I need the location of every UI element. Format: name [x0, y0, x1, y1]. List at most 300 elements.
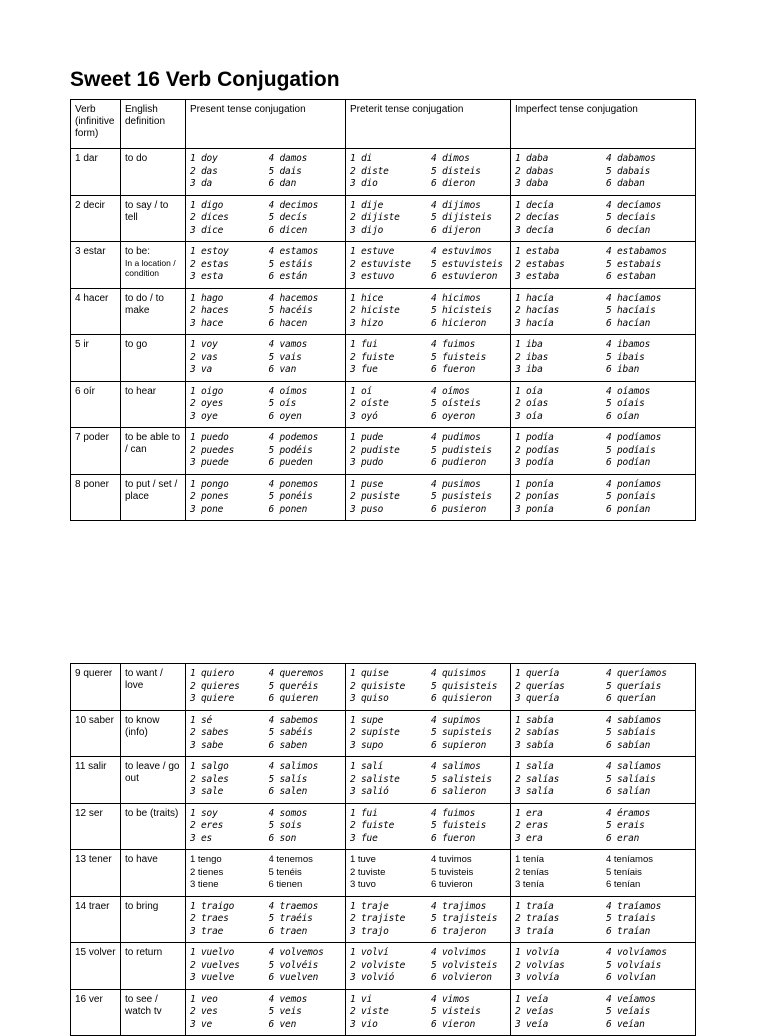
conjugation-form: 4 tuvimos [431, 854, 472, 865]
conjugation-form: 2 sabes [190, 727, 229, 738]
conjugation-form: 4 trajimos [431, 900, 487, 912]
present-forms [190, 854, 341, 892]
conjugation-form: 5 hacéis [268, 305, 313, 316]
conjugation-form: 3 decía [515, 224, 554, 236]
conjugation-form: 6 salían [606, 786, 651, 797]
conjugation-form: 3 es [190, 832, 213, 844]
conjugation-form: 3 tiene [190, 879, 219, 890]
verb-row [71, 474, 696, 521]
present-cell [186, 757, 346, 804]
conjugation-form: 6 dan [268, 178, 297, 189]
conjugation-form: 2 traes [190, 913, 229, 924]
conjugation-form: 5 estuvisteis [431, 258, 503, 270]
conjugation-form: 3 estuvo [350, 271, 395, 282]
conjugation-form: 3 podía [515, 457, 554, 468]
conjugation-form: 2 volviste [350, 959, 406, 971]
conjugation-form: 2 vas [190, 351, 218, 363]
english-definition-cell [121, 195, 186, 242]
conjugation-form: 6 quisieron [431, 693, 492, 704]
imperfect-cell [511, 242, 696, 289]
conjugation-form: 5 estabais [606, 258, 662, 270]
conjugation-form: 4 veíamos [606, 993, 656, 1005]
conjugation-form: 6 traían [606, 925, 651, 937]
conjugation-form: 4 traemos [268, 900, 319, 912]
conjugation-form: 4 estabamos [606, 246, 667, 257]
preterit-forms [350, 153, 506, 191]
conjugation-form: 1 hacía [515, 292, 554, 304]
verb-row [71, 288, 696, 335]
conjugation-form: 5 tuvisteis [431, 866, 474, 878]
english-definition-cell [121, 474, 186, 521]
conjugation-form: 6 tuvieron [431, 879, 473, 890]
preterit-cell [346, 149, 511, 196]
conjugation-form: 3 sale [190, 786, 224, 797]
conjugation-form: 4 volvíamos [606, 947, 667, 958]
conjugation-form: 1 decía [515, 199, 554, 211]
conjugation-form: 6 estuvieron [431, 271, 498, 282]
conjugation-form: 6 dijeron [431, 224, 481, 236]
conjugation-form: 1 volví [350, 947, 389, 958]
conjugation-form: 1 sabía [515, 714, 554, 726]
conjugation-form: 6 iban [606, 364, 640, 375]
conjugation-form: 4 hacemos [268, 292, 319, 304]
verb-row [71, 428, 696, 475]
conjugation-form: 3 trajo [350, 925, 389, 937]
conjugation-form: 6 salieron [431, 786, 487, 797]
conjugation-form: 1 dije [350, 199, 384, 211]
imperfect-cell [511, 710, 696, 757]
conjugation-form: 1 soy [190, 807, 218, 819]
conjugation-form: 1 tengo [190, 854, 222, 865]
verb-row [71, 149, 696, 196]
conjugation-form: 1 ponía [515, 478, 554, 490]
conjugation-form: 5 fuisteis [431, 351, 487, 363]
conjugation-form: 1 traigo [190, 900, 235, 912]
present-cell [186, 474, 346, 521]
conjugation-form: 2 ponías [515, 491, 560, 502]
conjugation-form: 3 tenía [515, 879, 545, 890]
imperfect-forms [515, 432, 691, 470]
conjugation-form: 5 traéis [268, 913, 313, 924]
conjugation-form: 1 digo [190, 199, 224, 211]
verb-infinitive: 11 salir [71, 757, 121, 804]
conjugation-form: 1 hago [190, 292, 224, 304]
conjugation-form: 1 vuelvo [190, 947, 235, 958]
imperfect-cell [511, 850, 696, 897]
conjugation-form: 1 fui [350, 339, 378, 350]
conjugation-form: 2 diste [350, 165, 389, 177]
verb-infinitive: 5 ir [71, 335, 121, 382]
conjugation-form: 5 teníais [606, 866, 642, 878]
conjugation-form: 5 hicisteis [431, 305, 492, 316]
conjugation-form: 2 volvías [515, 959, 565, 971]
conjugation-form: 2 querías [515, 680, 565, 692]
verb-infinitive: 16 ver [71, 989, 121, 1036]
conjugation-form: 5 tenéis [268, 866, 302, 878]
conjugation-form: 3 volvía [515, 972, 560, 983]
conjugation-form: 6 decían [606, 224, 651, 236]
conjugation-form: 1 estoy [190, 246, 229, 257]
present-cell [186, 288, 346, 335]
present-forms [190, 293, 341, 331]
present-forms [190, 200, 341, 238]
conjugation-form: 5 poníais [606, 491, 656, 502]
conjugation-form: 1 quise [350, 668, 389, 679]
present-forms [190, 761, 341, 799]
conjugation-form: 4 vamos [268, 339, 308, 350]
imperfect-forms [515, 293, 691, 331]
conjugation-form: 3 supo [350, 739, 384, 751]
conjugation-form: 1 supe [350, 714, 384, 726]
conjugation-form: 3 era [515, 832, 543, 844]
preterit-forms [350, 668, 506, 706]
conjugation-form: 3 oía [515, 410, 543, 422]
preterit-cell [346, 850, 511, 897]
preterit-cell [346, 943, 511, 990]
conjugation-form: 2 das [190, 165, 218, 177]
conjugation-form: 6 volvían [606, 972, 656, 983]
english-definition-cell [121, 664, 186, 711]
conjugation-form: 1 tuve [350, 854, 376, 865]
conjugation-form: 4 volvimos [431, 947, 487, 958]
conjugation-form: 3 hizo [350, 317, 384, 329]
conjugation-form: 1 salía [515, 761, 554, 772]
conjugation-form: 2 tuviste [350, 866, 386, 878]
present-forms [190, 386, 341, 424]
preterit-cell [346, 195, 511, 242]
present-forms [190, 947, 341, 985]
preterit-forms [350, 994, 506, 1032]
conjugation-form: 5 quisisteis [431, 680, 498, 692]
conjugation-form: 2 fuiste [350, 820, 395, 831]
present-cell [186, 242, 346, 289]
english-definition: to do / to make [125, 292, 164, 316]
conjugation-form: 3 veía [515, 1018, 549, 1030]
conjugation-form: 2 eras [515, 820, 549, 831]
conjugation-form: 4 quisimos [431, 668, 487, 679]
english-definition-cell [121, 943, 186, 990]
imperfect-forms [515, 808, 691, 846]
conjugation-form: 3 dio [350, 178, 378, 189]
conjugation-form: 1 oía [515, 385, 543, 397]
imperfect-forms [515, 153, 691, 191]
conjugation-form: 6 saben [268, 739, 308, 751]
verb-infinitive: 6 oír [71, 381, 121, 428]
conjugation-form: 3 tuvo [350, 879, 376, 890]
preterit-forms [350, 246, 506, 284]
english-definition: to go [125, 339, 148, 350]
conjugation-form: 6 oyen [268, 410, 302, 422]
preterit-cell [346, 989, 511, 1036]
conjugation-form: 5 volvisteis [431, 959, 498, 971]
present-forms [190, 668, 341, 706]
conjugation-form: 3 da [190, 178, 213, 189]
preterit-cell [346, 428, 511, 475]
preterit-forms [350, 386, 506, 424]
conjugation-form: 6 querían [606, 693, 656, 704]
verb-infinitive: 8 poner [71, 474, 121, 521]
verb-infinitive: 13 tener [71, 850, 121, 897]
verb-row [71, 195, 696, 242]
english-definition: to be (traits) [125, 807, 179, 819]
table-header-row [71, 100, 696, 149]
conjugation-form: 5 hacíais [606, 305, 656, 316]
conjugation-form: 4 decimos [268, 199, 319, 211]
imperfect-cell [511, 428, 696, 475]
preterit-cell [346, 757, 511, 804]
conjugation-form: 4 pusimos [431, 478, 481, 490]
preterit-forms [350, 432, 506, 470]
imperfect-cell [511, 989, 696, 1036]
preterit-forms [350, 854, 506, 892]
conjugation-form: 2 pones [190, 491, 229, 502]
present-cell [186, 896, 346, 943]
conjugation-form: 3 oyó [350, 410, 378, 422]
conjugation-form: 6 hacen [268, 317, 308, 329]
conjugation-form: 2 tenías [515, 866, 549, 878]
conjugation-form: 5 disteis [431, 165, 481, 177]
english-definition-cell [121, 757, 186, 804]
imperfect-forms [515, 668, 691, 706]
conjugation-form: 3 hacía [515, 317, 554, 329]
conjugation-form: 5 trajisteis [431, 913, 498, 924]
conjugation-form: 2 fuiste [350, 351, 395, 363]
conjugation-form: 4 fuimos [431, 807, 476, 819]
conjugation-form: 5 decís [268, 212, 308, 223]
header-preterit: Preterit tense conjugation [346, 100, 511, 149]
english-definition: to say / to tell [125, 199, 169, 223]
conjugation-form: 4 salíamos [606, 761, 662, 772]
conjugation-form: 6 oyeron [431, 410, 476, 422]
table-body-part-1 [71, 149, 696, 521]
conjugation-form: 6 salen [268, 786, 308, 797]
conjugation-form: 2 sales [190, 773, 229, 785]
preterit-cell [346, 664, 511, 711]
conjugation-form: 6 dicen [268, 224, 308, 236]
conjugation-form: 6 fueron [431, 832, 476, 844]
preterit-forms [350, 808, 506, 846]
conjugation-form: 6 tenían [606, 879, 641, 890]
english-definition-cell [121, 242, 186, 289]
conjugation-form: 5 salís [268, 773, 308, 785]
preterit-cell [346, 710, 511, 757]
english-definition: to have [125, 854, 158, 865]
conjugation-form: 2 dabas [515, 165, 554, 177]
conjugation-form: 2 trajiste [350, 913, 406, 924]
english-definition-cell [121, 381, 186, 428]
conjugation-form: 2 quisiste [350, 680, 406, 692]
conjugation-form: 6 supieron [431, 739, 487, 751]
conjugation-form: 6 veían [606, 1018, 645, 1030]
conjugation-form: 5 pusisteis [431, 491, 492, 502]
conjugation-form: 5 salisteis [431, 773, 492, 785]
conjugation-form: 3 pone [190, 503, 224, 515]
conjugation-form: 3 salía [515, 786, 554, 797]
english-definition-cell [121, 710, 186, 757]
conjugation-form: 1 di [350, 153, 373, 164]
conjugation-form: 1 daba [515, 153, 549, 164]
preterit-cell [346, 896, 511, 943]
verb-row [71, 335, 696, 382]
conjugation-form: 1 doy [190, 153, 218, 164]
preterit-cell [346, 242, 511, 289]
conjugation-form: 4 ponemos [268, 478, 319, 490]
conjugation-form: 3 vio [350, 1018, 378, 1030]
conjugation-form: 6 tienen [268, 879, 303, 890]
conjugation-form: 6 estaban [606, 271, 656, 282]
conjugation-form: 3 sabe [190, 739, 224, 751]
conjugation-form: 4 vemos [268, 993, 308, 1005]
conjugation-form: 2 quieres [190, 680, 240, 692]
present-cell [186, 710, 346, 757]
conjugation-form: 4 queremos [268, 668, 324, 679]
conjugation-form: 1 puedo [190, 432, 229, 443]
conjugation-form: 4 oímos [268, 385, 308, 397]
conjugation-form: 3 oye [190, 410, 218, 422]
verb-row [71, 664, 696, 711]
conjugation-form: 4 queríamos [606, 668, 667, 679]
conjugation-form: 6 sabían [606, 739, 651, 751]
conjugation-form: 1 era [515, 807, 543, 819]
imperfect-forms [515, 761, 691, 799]
verb-row [71, 710, 696, 757]
verb-row [71, 943, 696, 990]
conjugation-form: 5 salíais [606, 773, 656, 785]
conjugation-form: 5 vais [268, 351, 302, 363]
conjugation-form: 6 ven [268, 1018, 297, 1030]
table-body-part-2 [71, 664, 696, 1036]
preterit-forms [350, 200, 506, 238]
present-forms [190, 246, 341, 284]
header-imperfect: Imperfect tense conjugation [511, 100, 696, 149]
present-cell [186, 428, 346, 475]
conjugation-form: 1 vi [350, 993, 373, 1005]
verb-infinitive: 10 saber [71, 710, 121, 757]
conjugation-form: 3 salió [350, 786, 389, 797]
conjugation-form: 5 podéis [268, 444, 313, 456]
verb-row [71, 381, 696, 428]
english-definition-note: In a location / condition [125, 258, 176, 278]
english-definition: to put / set / place [125, 478, 178, 502]
conjugation-form: 1 volvía [515, 947, 560, 958]
imperfect-forms [515, 715, 691, 753]
present-cell [186, 943, 346, 990]
conjugation-form: 2 estabas [515, 258, 565, 270]
conjugation-form: 5 veis [268, 1006, 302, 1017]
conjugation-form: 5 supisteis [431, 727, 492, 738]
conjugation-form: 5 ponéis [268, 491, 313, 502]
imperfect-forms [515, 246, 691, 284]
preterit-forms [350, 901, 506, 939]
conjugation-form: 4 hacíamos [606, 292, 662, 304]
conjugation-form: 6 dieron [431, 178, 476, 189]
conjugation-form: 4 dabamos [606, 153, 656, 164]
conjugation-form: 6 podían [606, 457, 651, 468]
conjugation-form: 5 queréis [268, 680, 319, 692]
english-definition: to be able to / can [125, 432, 181, 455]
english-definition: to hear [125, 385, 157, 397]
conjugation-form: 6 están [268, 271, 308, 282]
conjugation-form: 2 vuelves [190, 959, 240, 971]
conjugation-form: 1 puse [350, 478, 384, 490]
present-cell [186, 195, 346, 242]
conjugation-form: 3 traía [515, 925, 554, 937]
imperfect-cell [511, 896, 696, 943]
conjugation-form: 5 oíais [606, 398, 645, 409]
conjugation-form: 4 podíamos [606, 432, 662, 443]
imperfect-cell [511, 335, 696, 382]
preterit-forms [350, 947, 506, 985]
conjugation-form: 3 vuelve [190, 972, 235, 983]
conjugation-form: 3 pudo [350, 457, 384, 468]
conjugation-form: 2 estas [190, 258, 229, 270]
conjugation-form: 1 quería [515, 668, 560, 679]
english-definition-cell [121, 149, 186, 196]
conjugation-form: 2 saliste [350, 773, 400, 785]
conjugation-form: 1 estaba [515, 246, 560, 257]
verb-row [71, 989, 696, 1036]
conjugation-form: 6 quieren [268, 693, 319, 704]
english-definition-cell [121, 896, 186, 943]
imperfect-cell [511, 195, 696, 242]
conjugation-form: 1 voy [190, 339, 218, 350]
conjugation-form: 6 son [268, 832, 297, 844]
conjugation-form: 2 supiste [350, 727, 400, 738]
conjugation-form: 4 damos [268, 153, 308, 164]
conjugation-form: 6 daban [606, 178, 645, 189]
conjugation-form: 1 veo [190, 993, 218, 1005]
conjugation-form: 2 oíste [350, 398, 389, 409]
conjugation-form: 6 ponen [268, 503, 308, 515]
conjugation-form: 6 eran [606, 832, 640, 844]
conjugation-form: 3 puede [190, 457, 229, 468]
verb-infinitive: 12 ser [71, 803, 121, 850]
conjugation-form: 6 ponían [606, 503, 651, 515]
english-definition-cell [121, 850, 186, 897]
imperfect-forms [515, 339, 691, 377]
conjugation-form: 2 viste [350, 1006, 389, 1017]
present-cell [186, 989, 346, 1036]
preterit-cell [346, 335, 511, 382]
verb-infinitive: 2 decir [71, 195, 121, 242]
present-forms [190, 808, 341, 846]
present-cell [186, 335, 346, 382]
conjugation-form: 2 pusiste [350, 491, 400, 502]
conjugation-form: 6 traen [268, 925, 308, 937]
conjugation-form: 6 volvieron [431, 972, 492, 983]
english-definition: to do [125, 153, 148, 164]
conjugation-form: 2 pudiste [350, 444, 400, 456]
conjugation-form: 4 vimos [431, 993, 470, 1005]
imperfect-cell [511, 803, 696, 850]
conjugation-form: 1 oigo [190, 385, 224, 397]
conjugation-form: 4 podemos [268, 432, 319, 443]
conjugation-form: 3 fue [350, 364, 378, 375]
present-cell [186, 664, 346, 711]
conjugation-form: 2 sabías [515, 727, 560, 738]
verb-infinitive: 4 hacer [71, 288, 121, 335]
conjugation-table-part-1 [70, 99, 696, 521]
conjugation-table-part-2 [70, 663, 696, 1036]
conjugation-form: 4 poníamos [606, 478, 662, 490]
imperfect-forms [515, 994, 691, 1032]
conjugation-form: 1 estuve [350, 246, 395, 257]
conjugation-form: 1 oí [350, 385, 373, 397]
conjugation-form: 1 veía [515, 993, 549, 1005]
conjugation-form: 3 puso [350, 503, 384, 515]
present-cell [186, 149, 346, 196]
imperfect-cell [511, 664, 696, 711]
